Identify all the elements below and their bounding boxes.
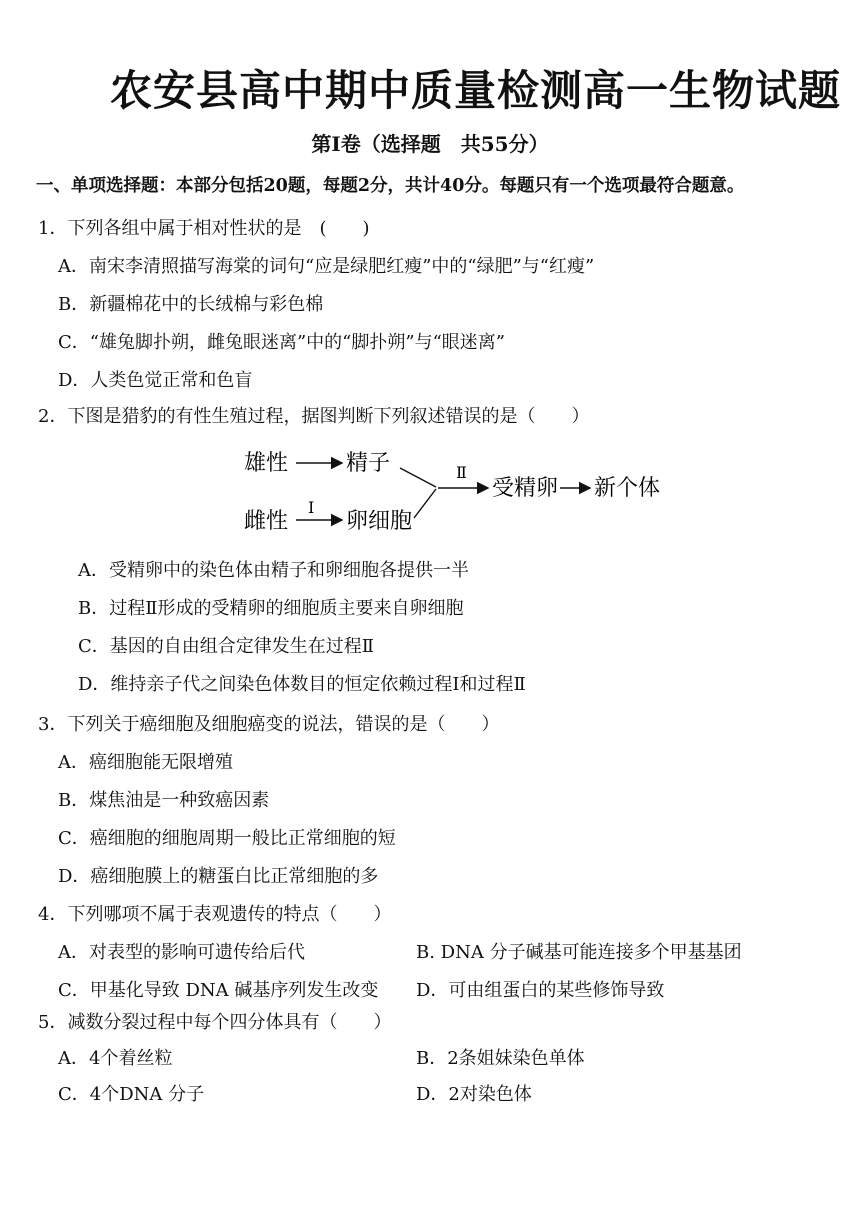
diagram-join-line-bottom	[414, 489, 436, 518]
question-1-option-d: D．人类色觉正常和色盲	[58, 370, 253, 391]
question-4-option-b: B. DNA 分子碱基可能连接多个甲基基团	[416, 942, 742, 963]
question-5-option-b: B．2条姐妹染色单体	[416, 1048, 585, 1069]
question-1-option-a: A．南宋李清照描写海棠的词句“应是绿肥红瘦”中的“绿肥”与“红瘦”	[58, 256, 595, 277]
diagram-process-2-label: Ⅱ	[456, 463, 467, 482]
diagram-female-label: 雌性	[244, 509, 289, 534]
question-1-stem: 1．下列各组中属于相对性状的是 ( )	[38, 218, 370, 239]
reproduction-diagram	[238, 440, 678, 540]
question-2-option-a: A．受精卵中的染色体由精子和卵细胞各提供一半	[78, 560, 469, 581]
question-3-stem: 3．下列关于癌细胞及细胞癌变的说法，错误的是（ ）	[38, 714, 500, 735]
question-1-option-c: C．“雄兔脚扑朔，雌兔眼迷离”中的“脚扑朔”与“眼迷离”	[58, 332, 505, 353]
diagram-process-1-label: Ⅰ	[308, 498, 315, 517]
diagram-individual-label: 新个体	[594, 476, 661, 501]
question-1-option-b: B．新疆棉花中的长绒棉与彩色棉	[58, 294, 324, 315]
question-5-option-c: C．4个DNA 分子	[58, 1084, 205, 1105]
diagram-egg-label: 卵细胞	[346, 509, 413, 534]
question-4-stem: 4．下列哪项不属于表观遗传的特点（ ）	[38, 904, 392, 925]
question-5-option-a: A．4个着丝粒	[58, 1048, 173, 1069]
question-4-option-a: A．对表型的影响可遗传给后代	[58, 942, 305, 963]
question-5-stem: 5．减数分裂过程中每个四分体具有（ ）	[38, 1012, 392, 1033]
question-5-option-d: D．2对染色体	[416, 1084, 532, 1105]
section-title: 第Ⅰ卷（选择题 共55分）	[311, 132, 549, 156]
question-2-option-b: B．过程Ⅱ形成的受精卵的细胞质主要来自卵细胞	[78, 598, 464, 619]
section-instructions: 一、单项选择题：本部分包括20题，每题2分，共计40分。每题只有一个选项最符合题意。	[36, 176, 745, 196]
exam-title: 农安县高中期中质量检测高一生物试题	[110, 66, 842, 115]
diagram-male-label: 雄性	[244, 451, 289, 476]
question-3-option-d: D．癌细胞膜上的糖蛋白比正常细胞的多	[58, 866, 379, 887]
diagram-zygote-label: 受精卵	[492, 476, 559, 501]
diagram-sperm-label: 精子	[346, 451, 391, 476]
question-2-stem: 2．下图是猎豹的有性生殖过程，据图判断下列叙述错误的是（ ）	[38, 406, 590, 427]
question-3-option-c: C．癌细胞的细胞周期一般比正常细胞的短	[58, 828, 396, 849]
question-2-option-c: C．基因的自由组合定律发生在过程Ⅱ	[78, 636, 375, 657]
question-3-option-b: B．煤焦油是一种致癌因素	[58, 790, 270, 811]
question-4-option-c: C．甲基化导致 DNA 碱基序列发生改变	[58, 980, 379, 1001]
diagram-join-line-top	[400, 468, 436, 487]
question-2-option-d: D．维持亲子代之间染色体数目的恒定依赖过程Ⅰ和过程Ⅱ	[78, 674, 526, 695]
question-3-option-a: A．癌细胞能无限增殖	[58, 752, 233, 773]
question-4-option-d: D．可由组蛋白的某些修饰导致	[416, 980, 665, 1001]
